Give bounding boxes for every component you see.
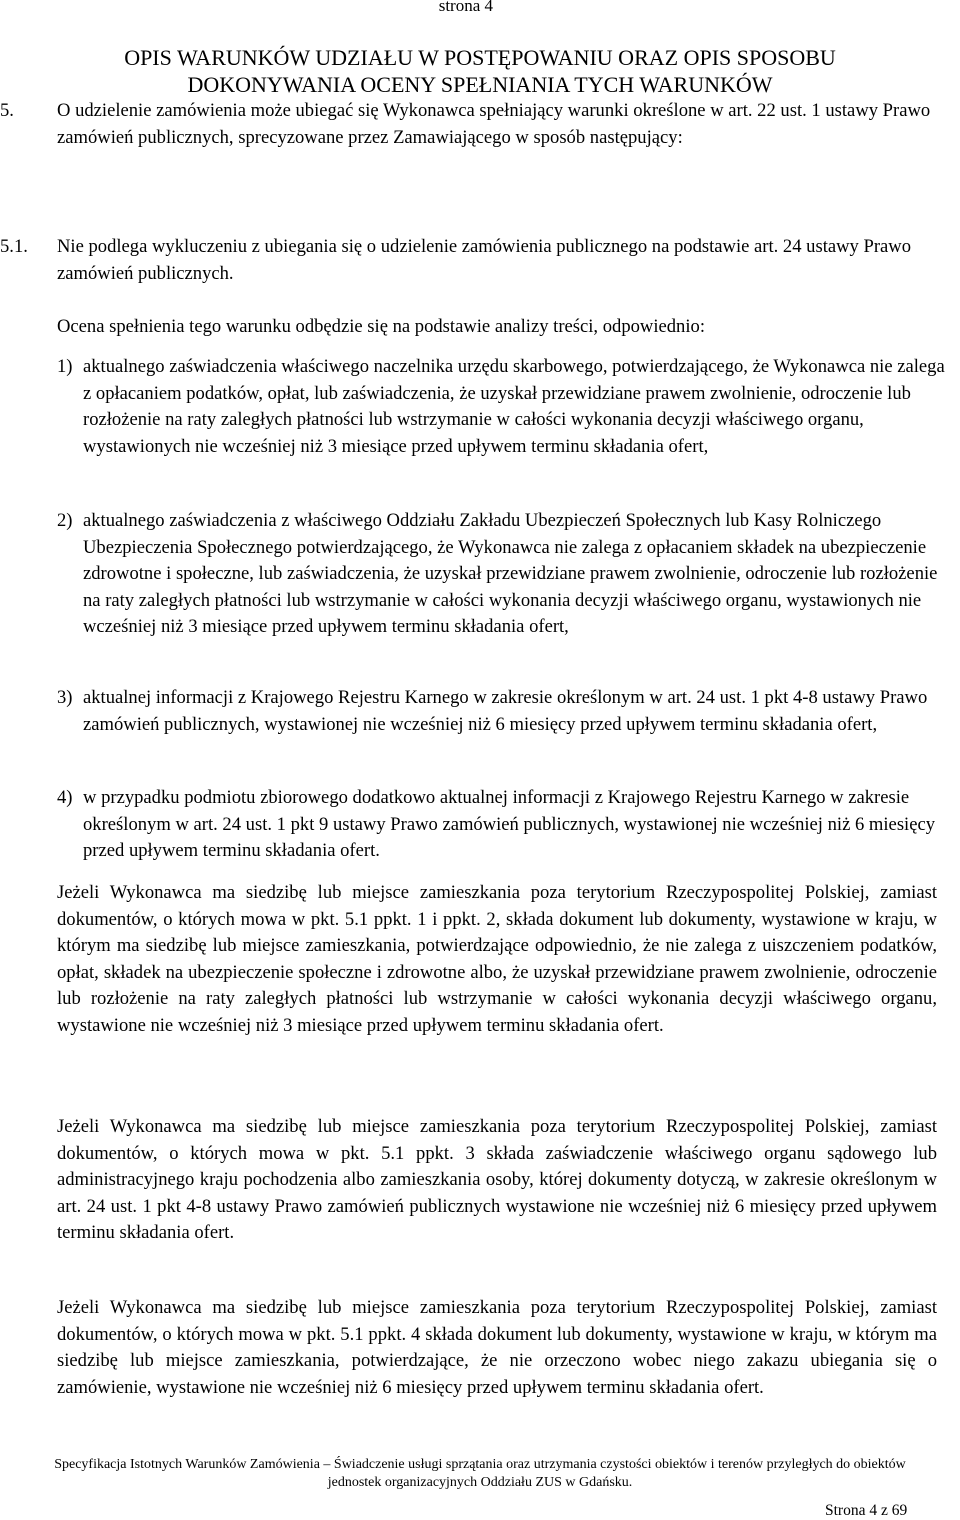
list-item-number: 4) (57, 787, 73, 808)
list-item-number: 2) (57, 510, 73, 531)
list-item (57, 785, 947, 865)
section-number: 5. (0, 100, 14, 121)
list-item-number: 1) (57, 356, 73, 377)
page-number: Strona 4 z 69 (825, 1502, 908, 1519)
foreign-documents-paragraph: Jeżeli Wykonawca ma siedzibę lub miejsce zamieszkania poza terytorium Rzeczypospolitej Polskiej, zamiast dokumentów, o których mowa w pkt. 5.1 ppkt. 3 składa zaświadczenie właściwego organu sądowego lub administracyjnego kraju pochodzenia albo zamieszkania osoby, której dokumenty dotyczą, w zakresie określonym w art. 24 ust. 1 pkt 4-8 ustawy Prawo zamówień publicznych wystawione nie wcześniej niż 6 miesięcy przed upływem terminu składania ofert. (57, 1116, 937, 1244)
section-5-text: O udzielenie zamówienia może ubiegać się Wykonawca spełniający warunki określone w art. 22 ust. 1 ustawy Prawo zamówień publicznych, sprecyzowane przez Zamawiającego w sposób następujący: (57, 100, 931, 148)
footer-line: jednostek organizacyjnych Oddziału ZUS w Gdańsku. (327, 1475, 633, 1490)
assessment-intro: Ocena spełnienia tego warunku odbędzie się na podstawie analizy treści, odpowiednio: (57, 316, 705, 337)
list-item (57, 354, 947, 460)
list-item-text: aktualnego zaświadczenia z właściwego Oddziału Zakładu Ubezpieczeń Społecznych lub Kasy Rolniczego Ubezpieczenia Społecznego potwierdzającego, że Wykonawca nie zalega z opłacaniem składek na ubezpieczenie zdrowotne i społeczne, lub zaświadczenia, że uzyskał przewidziane prawem zwolnienie, odroczenie lub rozłożenie na raty zaległych płatności lub wstrzymanie w całości wykonania decyzji właściwego organu, wystawionych nie wcześniej niż 3 miesiące przed upływem terminu składania ofert, (83, 510, 938, 638)
footer (0, 1456, 960, 1492)
page-title-line: DOKONYWANIA OCENY SPEŁNIANIA TYCH WARUNKÓW (187, 72, 773, 97)
section-number: 5.1. (0, 236, 28, 257)
section-5 (0, 98, 934, 151)
page-title-line: OPIS WARUNKÓW UDZIAŁU W POSTĘPOWANIU ORAZ OPIS SPOSOBU (124, 45, 836, 70)
section-5-1-text: Nie podlega wykluczeniu z ubiegania się o udzielenie zamówienia publicznego na podstawie art. 24 ustawy Prawo zamówień publicznych. (57, 236, 911, 284)
list-item-text: w przypadku podmiotu zbiorowego dodatkowo aktualnej informacji z Krajowego Rejestru Karnego w zakresie określonym w art. 24 ust. 1 pkt 9 ustawy Prawo zamówień publicznych, wystawionej nie wcześniej niż 6 miesięcy przed upływem terminu składania ofert. (83, 787, 936, 862)
list-item-number: 3) (57, 687, 73, 708)
foreign-documents-paragraph: Jeżeli Wykonawca ma siedzibę lub miejsce zamieszkania poza terytorium Rzeczypospolitej Polskiej, zamiast dokumentów, o których mowa w pkt. 5.1 ppkt. 4 składa dokument lub dokumenty, wystawione w kraju, w którym ma siedzibę lub miejsce zamieszkania, potwierdzające, że nie orzeczono wobec niego zakazu ubiegania się o zamówienie, wystawione nie wcześniej niż 6 miesięcy przed upływem terminu składania ofert. (57, 1297, 937, 1398)
list-item (57, 508, 957, 641)
page-title (0, 44, 960, 98)
list-item-text: aktualnego zaświadczenia właściwego naczelnika urzędu skarbowego, potwierdzającego, że Wykonawca nie zalega z opłacaniem podatków, opłat, lub zaświadczenia, że uzyskał przewidziane prawem zwolnienie, odroczenie lub rozłożenie na raty zaległych płatności lub wstrzymanie w całości wykonania decyzji właściwego organu, wystawionych nie wcześniej niż 3 miesiące przed upływem terminu składania ofert, (83, 356, 945, 457)
foreign-documents-paragraph: Jeżeli Wykonawca ma siedzibę lub miejsce zamieszkania poza terytorium Rzeczypospolitej Polskiej, zamiast dokumentów, o których mowa w pkt. 5.1 ppkt. 1 i ppkt. 2, składa dokument lub dokumenty, wystawione w kraju, w którym ma siedzibę lub miejsce zamieszkania, potwierdzające odpowiednio, że nie zalega z uiszczeniem podatków, opłat, składek na ubezpieczenie społeczne i zdrowotne albo, że uzyskał przewidziane prawem zwolnienie, odroczenie lub rozłożenie na raty zaległych płatności lub wstrzymanie w całości wykonania decyzji właściwego organu, wystawione nie wcześniej niż 3 miesiące przed upływem terminu składania ofert. (57, 882, 937, 1036)
page-header-label: strona 4 (438, 0, 493, 15)
list-item (57, 685, 937, 738)
section-5-1 (0, 234, 934, 287)
footer-line: Specyfikacja Istotnych Warunków Zamówienia – Świadczenie usługi sprzątania oraz utrzymania czystości obiektów i terenów przyległych do obiektów (54, 1457, 906, 1472)
list-item-text: aktualnej informacji z Krajowego Rejestru Karnego w zakresie określonym w art. 24 ust. 1 pkt 4-8 ustawy Prawo zamówień publicznych, wystawionej nie wcześniej niż 6 miesięcy przed upływem terminu składania ofert, (83, 687, 928, 735)
